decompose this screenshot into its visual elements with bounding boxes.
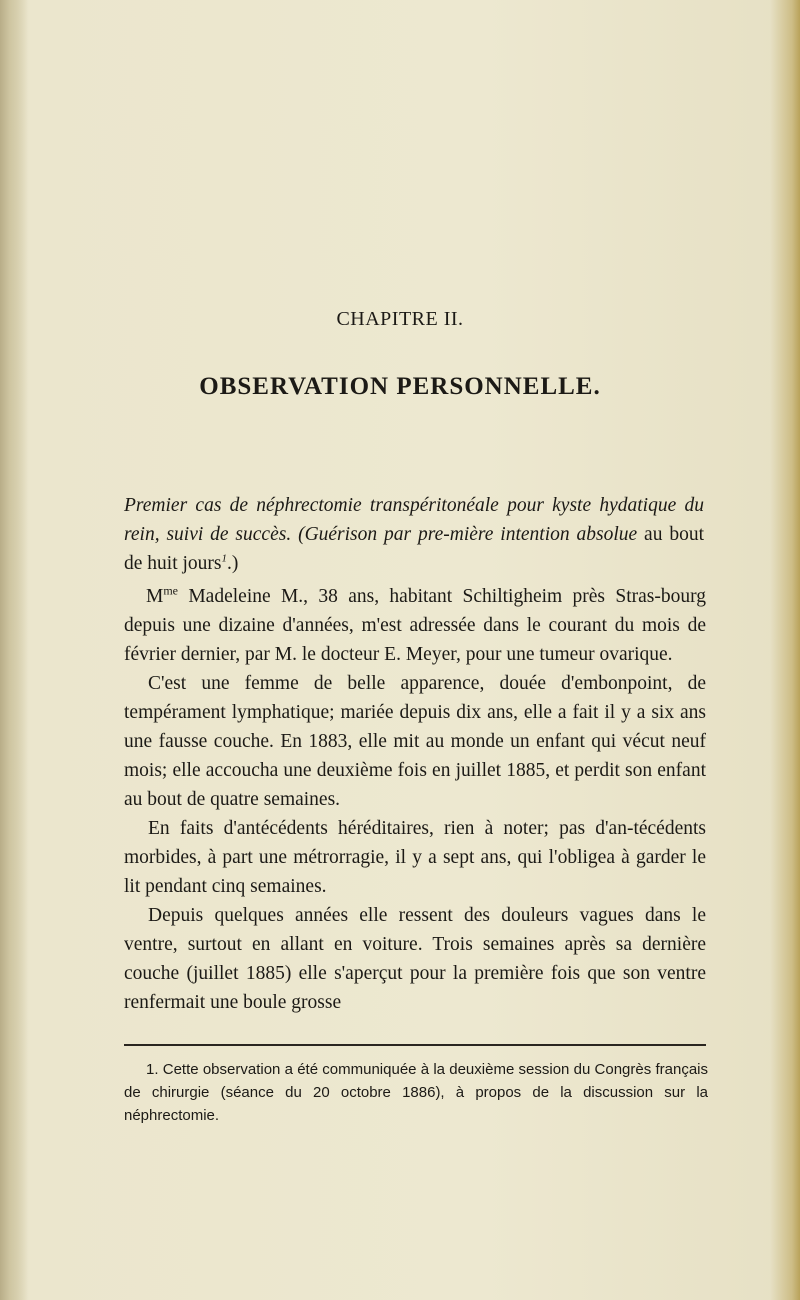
observation-subtitle [124,491,704,578]
subtitle-closing: .) [227,553,239,574]
page-binding-shadow [0,0,28,1300]
section-title: OBSERVATION PERSONNELLE. [199,373,601,400]
subtitle-italic: Premier cas de néphrectomie transpéritonéale pour kyste hydatique du rein, suivi de succès. (Guérison par pre-mière intention absolue [124,495,704,545]
paragraph: C'est une femme de belle apparence, douée d'embonpoint, de tempérament lymphatique; mariée depuis dix ans, elle a fait il y a six ans une fausse couche. En 1883, elle mit au monde un enfant qui vécut neuf mois; elle accoucha une deuxième fois en juillet 1885, et perdit son enfant au bout de quatre semaines. [124,673,706,810]
body-text [124,582,706,1017]
chapter-heading: CHAPITRE II. [336,308,464,330]
subtitle-roman: au bout de huit jours [124,524,704,574]
footnote: 1. Cette observation a été communiquée à la deuxième session du Congrès français de chirurgie (séance du 20 octobre 1886), à propos de la discussion sur la néphrectomie. [124,1061,708,1124]
paragraph: $M^{me}$ Madeleine M., 38 ans, habitant Schiltigheim près Stras-bourg depuis une dizaine d'années, m'est adressée dans le courant du mois de février dernier, par M. le docteur E. Meyer, pour une tumeur ovarique. [124,583,706,665]
paragraph: Depuis quelques années elle ressent des douleurs vagues dans le ventre, surtout en allant en voiture. Trois semaines après sa dernière couche (juillet 1885) elle s'aperçut pour la première fois que son ventre renfermait une boule grosse [124,905,706,1013]
paragraph: En faits d'antécédents héréditaires, rien à noter; pas d'an-técédents morbides, à part une métrorragie, il y a sept ans, qui l'obligea à garder le lit pendant cinq semaines. [124,818,706,897]
page-edge-stain [770,0,800,1300]
footnote-divider [124,1044,706,1046]
footnote-marker: 1 [221,552,227,565]
title-abbrev: $M^{me}$ [146,583,179,607]
